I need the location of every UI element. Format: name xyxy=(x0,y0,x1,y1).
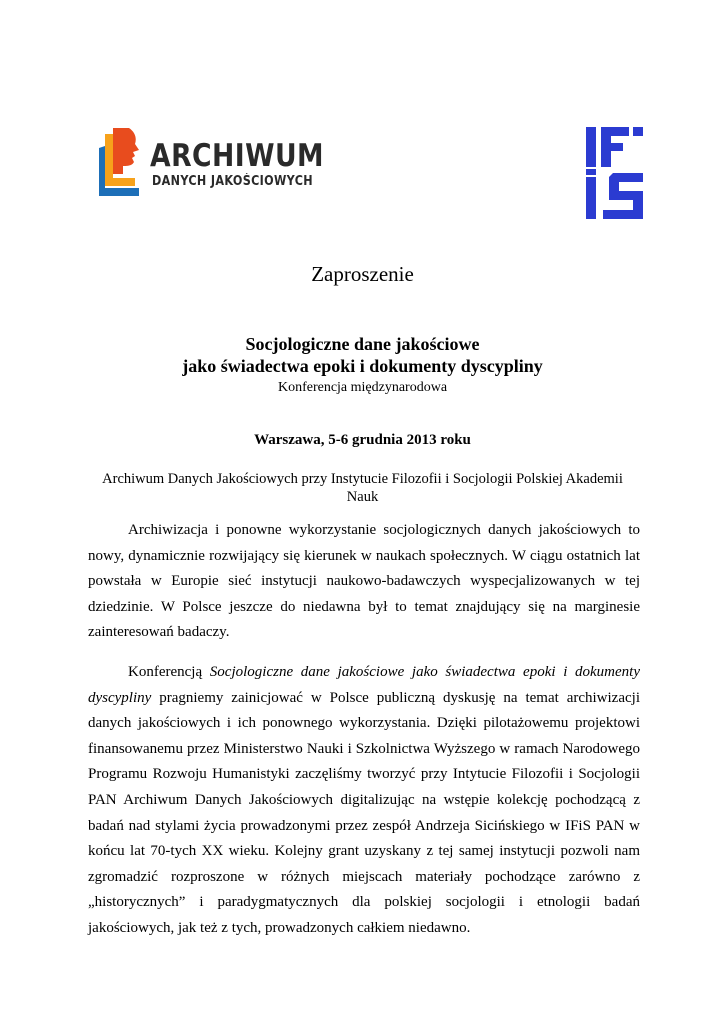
ifis-logo xyxy=(583,123,647,223)
archiwum-logo xyxy=(99,126,324,198)
conference-title-line2: jako świadectwa epoki i dokumenty dyscypliny xyxy=(182,356,543,376)
page-title: Zaproszenie xyxy=(311,262,414,286)
conference-type: Konferencja międzynarodowa xyxy=(277,380,448,395)
paragraph-2-rest: pragniemy zainicjować w Polsce publiczną dyskusję na temat archiwizacji danych jakościowych i ich ponownego wykorzystania. Dzięki pilotażowemu projektowi finansowanemu przez Ministerstwo Nauki i Szkolnictwa Wyższego w ramach Narodowego Programu Rozwoju Humanistyki zaczęliśmy tworzyć przy Intytucie Filozofii i Socjologii PAN Archiwum Danych Jakościowych digitalizując na wstępie kolekcję pochodzącą z badań nad stylami życia prowadzonymi przez zespół Andrzeja Sicińskiego w IFiS PAN w końcu lat 70-tych XX wieku. Kolejny grant uzyskany z tej samej instytucji pozwoli nam zgromadzić rozproszone w różnych miejscach materiały pochodzące zarówno z „historycznych” i paradygmatycznych dla polskiej socjologii i etnologii badań jakościowych, jak też z tych, prowadzonych całkiem niedawno. xyxy=(88,689,640,936)
ifis-logo-icon xyxy=(583,123,647,223)
paragraph-2-italic-title: Socjologiczne dane jakościowe jako świadectwa epoki i dokumenty dyscypliny xyxy=(88,664,640,706)
date-place: Warszawa, 5-6 grudnia 2013 roku xyxy=(254,432,471,448)
archiwum-logo-subtitle: DANYCH JAKOŚCIOWYCH xyxy=(152,174,313,189)
archiwum-logo-word: ARCHIWUM xyxy=(150,138,324,174)
conference-title xyxy=(0,333,725,377)
paragraph-2 xyxy=(88,660,640,942)
archiwum-emblem-icon xyxy=(99,126,147,198)
paragraph-1: Archiwizacja i ponowne wykorzystanie socjologicznych danych jakościowych to nowy, dynamicznie rozwijający się kierunek w naukach społecznych. W ciągu ostatnich lat powstała w Europie sieć instytucji naukowo-badawczych wyspecjalizowanych w tej dziedzinie. W Polsce jeszcze do niedawna był to temat znajdujący się na marginesie zainteresowań badaczy. xyxy=(88,522,640,641)
conference-title-line1: Socjologiczne dane jakościowe xyxy=(245,334,480,354)
institution: Archiwum Danych Jakościowych przy Instytucie Filozofii i Socjologii Polskiej Akademii Nauk xyxy=(102,471,623,505)
paragraph-2-lead: Konferencją xyxy=(128,664,210,680)
